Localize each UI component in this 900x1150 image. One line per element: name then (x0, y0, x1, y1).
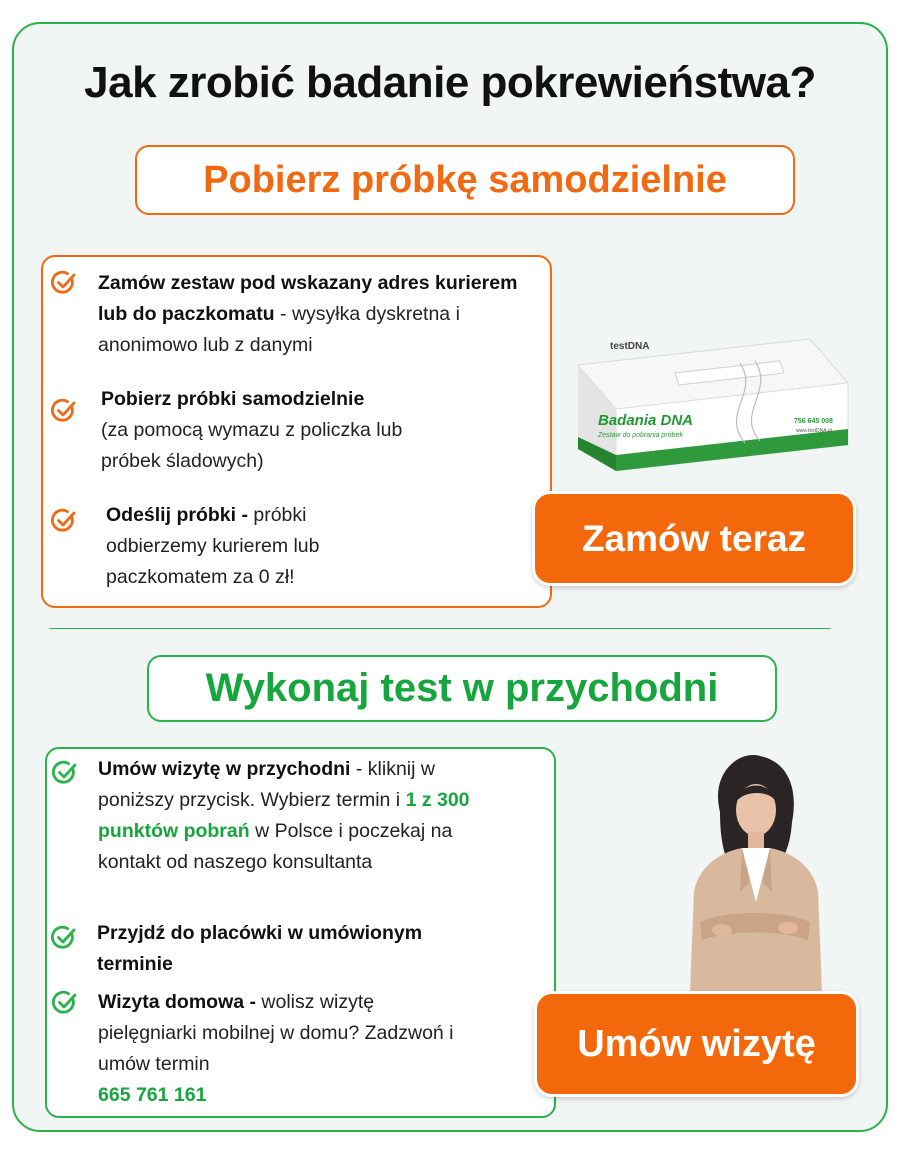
consultant-photo (680, 752, 830, 992)
kit-url: www.testDNA.pl (796, 428, 832, 434)
clinic-test-heading: Wykonaj test w przychodni (147, 655, 777, 722)
check-circle-icon (52, 760, 78, 786)
book-visit-button[interactable]: Umów wizytę (534, 991, 859, 1097)
section-divider (50, 628, 830, 629)
step-send-text: próbki odbierzemy kurierem lub paczkomatem za 0 zł! (106, 504, 320, 588)
step-send-bold: Odeślij próbki - (106, 504, 248, 526)
kit-name: Badania DNA (598, 412, 694, 429)
list-item (97, 918, 497, 980)
step-collect-bold: Pobierz próbki samodzielnie (101, 388, 365, 410)
check-circle-icon (52, 990, 78, 1016)
kit-brand: testDNA (610, 341, 650, 352)
list-item (98, 268, 543, 361)
check-circle-icon (51, 508, 77, 534)
step-book-visit-text-end: w Polsce i poczekaj na kontakt od naszego konsultanta (98, 820, 453, 873)
kit-subtitle: Zestaw do pobrania próbek (598, 432, 683, 439)
dna-kit-box-image (570, 333, 850, 473)
list-item (106, 500, 406, 593)
list-item (101, 384, 461, 477)
check-circle-icon (51, 925, 77, 951)
check-circle-icon (51, 270, 77, 296)
step-home-visit-text: wolisz wizytę pielęgniarki mobilnej w domu? Zadzwoń i umów termin (98, 991, 454, 1075)
step-collect-text: (za pomocą wymazu z policzka lub próbek śladowych) (101, 419, 403, 472)
list-item (98, 754, 493, 878)
step-order-kit-text: - wysyłka dyskretna i anonimowo lub z danymi (98, 303, 460, 356)
step-book-visit-text: - kliknij w poniższy przycisk. Wybierz termin i (98, 758, 435, 811)
step-home-visit-bold: Wizyta domowa - (98, 991, 256, 1013)
list-item (98, 987, 458, 1111)
phone-number-link[interactable]: 665 761 161 (98, 1084, 207, 1106)
page-title: Jak zrobić badanie pokrewieństwa? (84, 58, 816, 107)
step-order-kit-bold: Zamów zestaw pod wskazany adres kurierem lub do paczkomatu (98, 272, 518, 325)
order-now-button[interactable]: Zamów teraz (532, 491, 856, 586)
check-circle-icon (51, 398, 77, 424)
kit-phone: 756 645 008 (794, 418, 833, 425)
collection-points-link[interactable]: 1 z 300 punktów pobrań (98, 789, 470, 842)
self-sample-heading: Pobierz próbkę samodzielnie (135, 145, 795, 215)
step-come-to-clinic: Przyjdź do placówki w umówionym terminie (97, 922, 423, 975)
step-book-visit-bold: Umów wizytę w przychodni (98, 758, 351, 780)
